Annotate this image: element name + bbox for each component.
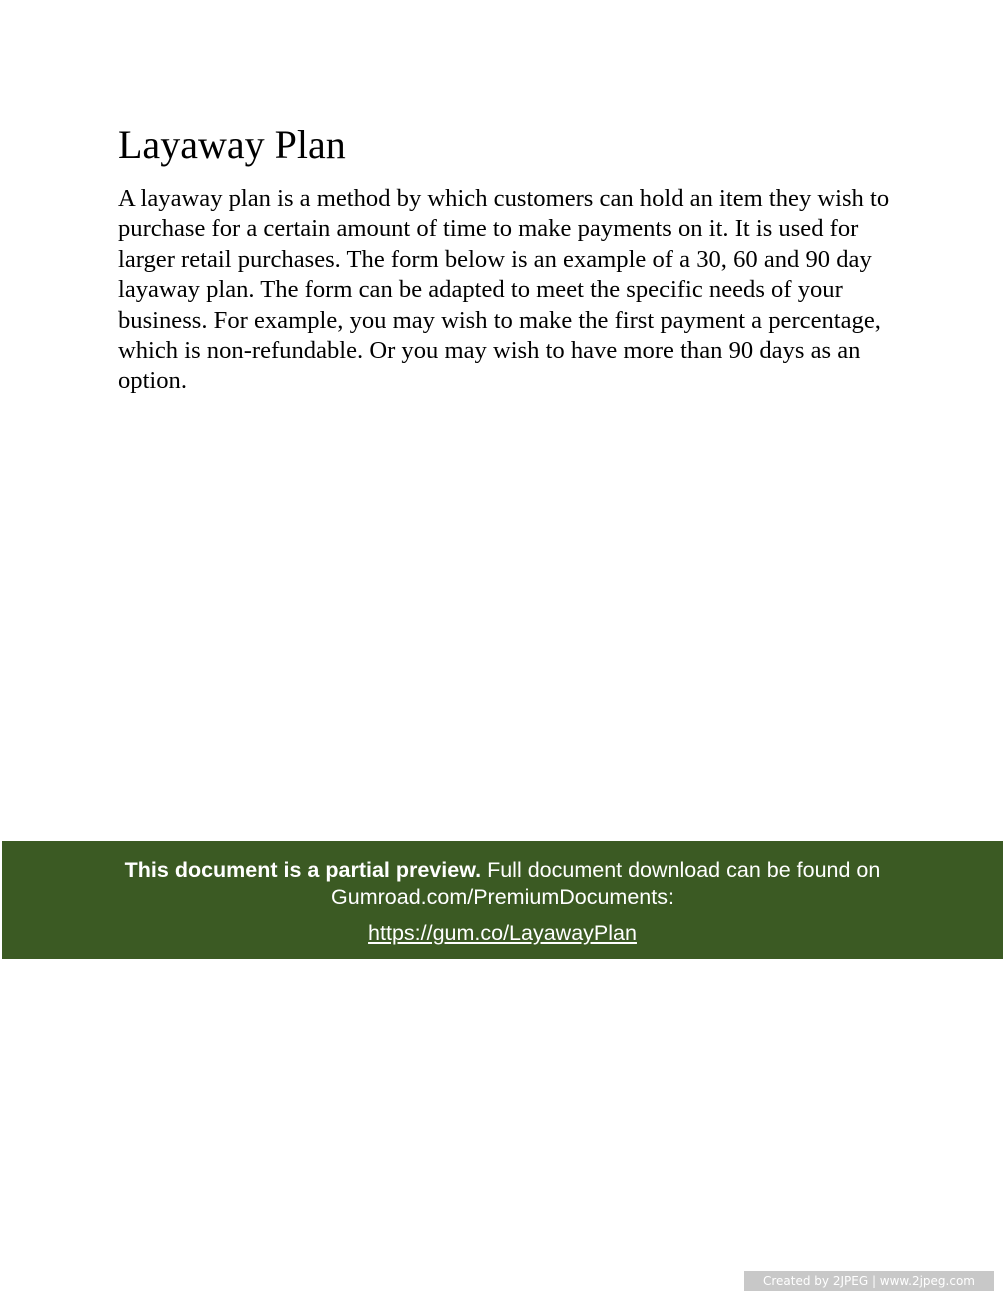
watermark-label: Created by 2JPEG | www.2jpeg.com bbox=[744, 1271, 994, 1291]
body-paragraph: A layaway plan is a method by which customers can hold an item they wish to purchase for a certain amount of time to make payments on it. It is used for larger retail purchases. The form below is an example of a 30, 60 and 90 day layaway plan. The form can be adapted to meet the specific needs of your business. For example, you may wish to make the first payment a percentage, which is non-refundable. Or you may wish to have more than 90 days as an option. bbox=[118, 185, 890, 395]
partial-preview-banner bbox=[2, 841, 1003, 959]
download-link[interactable]: https://gum.co/LayawayPlan bbox=[368, 921, 637, 945]
page-title: Layaway Plan bbox=[118, 122, 346, 167]
banner-link-row bbox=[2, 920, 1003, 946]
banner-text: Full document download can be found on Gumroad.com/PremiumDocuments: bbox=[331, 858, 881, 909]
banner-bold-text: This document is a partial preview. bbox=[124, 858, 482, 882]
banner-message bbox=[2, 857, 1003, 911]
